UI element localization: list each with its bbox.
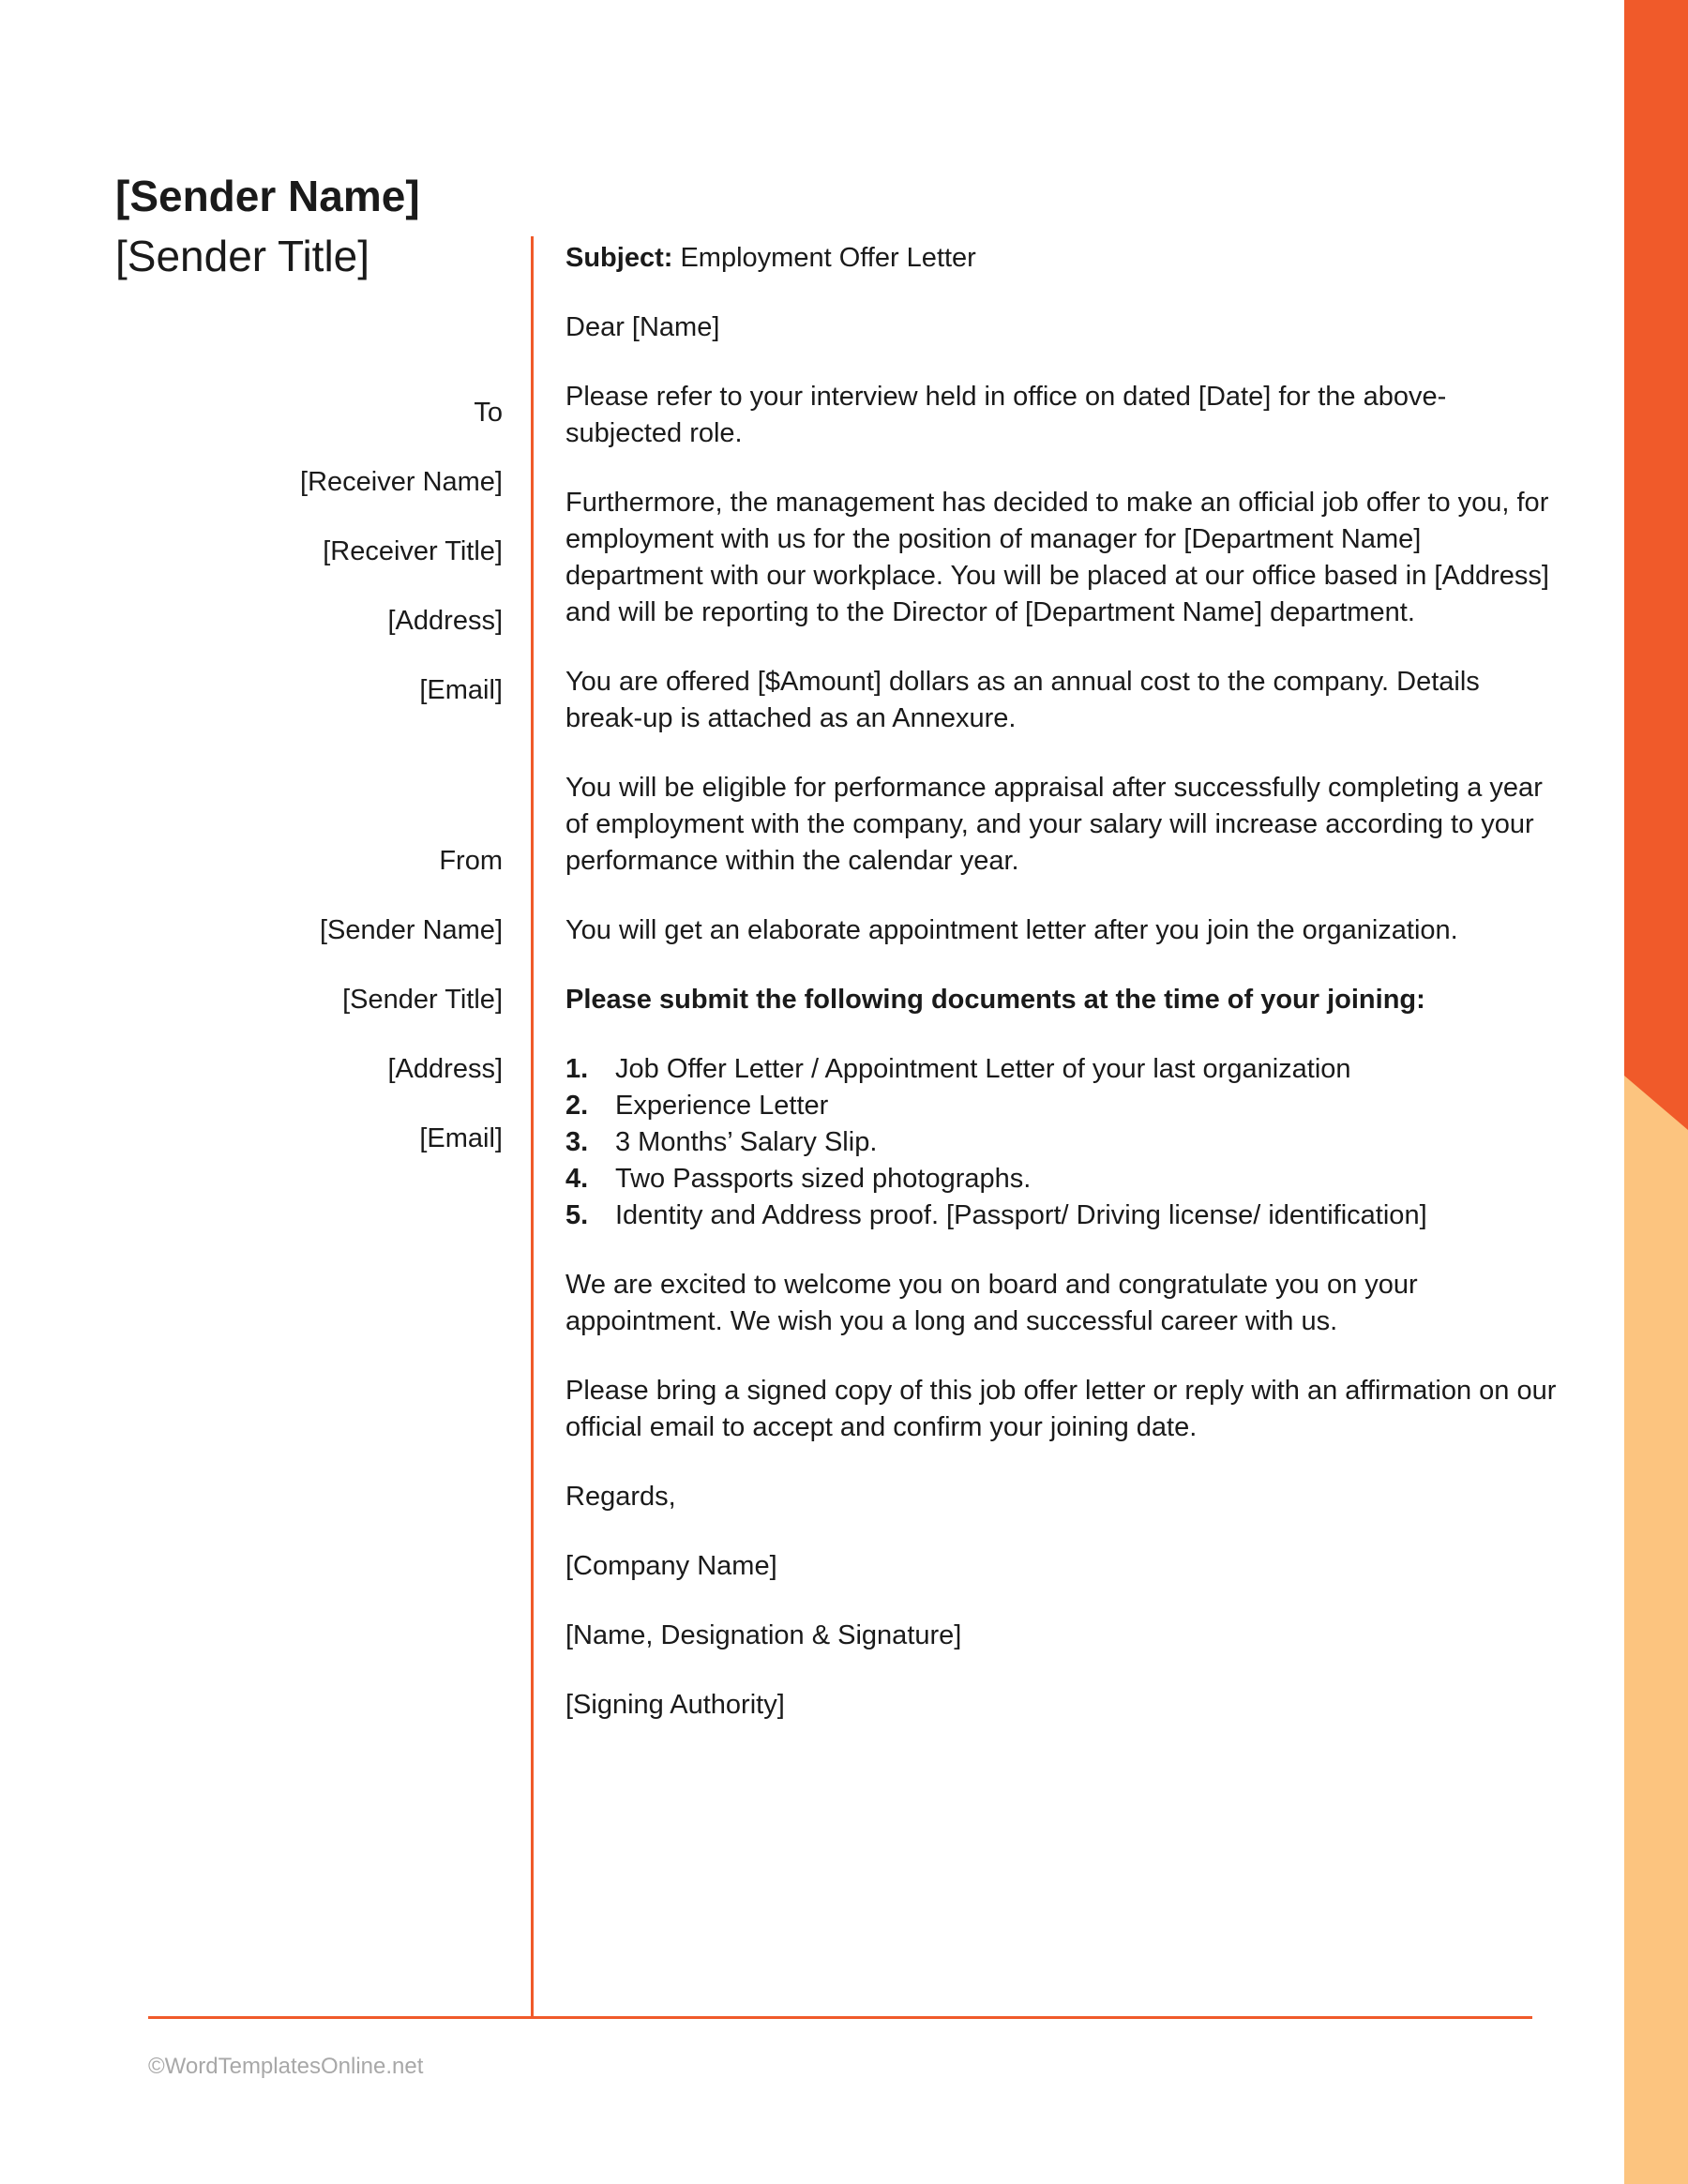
signatory: [Name, Designation & Signature] <box>565 1620 962 1650</box>
paragraph-offer: Furthermore, the management has decided to make an official job offer to you, for employment with us for the position of manager for [Department Name] department with our workplace. You will be placed at our office based in [Address] and will be reporting to the Director of [Department Name] department. <box>565 488 1549 627</box>
list-item-number: 3. <box>565 1127 589 1157</box>
list-item-number: 2. <box>565 1091 589 1121</box>
receiver-name: [Receiver Name] <box>300 467 503 497</box>
letter-body <box>565 240 1560 1756</box>
from-label: From <box>439 846 503 876</box>
documents-heading <box>565 982 1560 1018</box>
closing: Regards, <box>565 1482 676 1512</box>
from-sender-title: [Sender Title] <box>342 985 503 1015</box>
list-item <box>565 1088 1560 1124</box>
list-item-number: 5. <box>565 1200 589 1230</box>
paragraph-interview: Please refer to your interview held in office on dated [Date] for the above-subjected role. <box>565 382 1447 448</box>
paragraph-welcome: We are excited to welcome you on board and congratulate you on your appointment. We wish you a long and successful career with us. <box>565 1270 1418 1336</box>
footer-copyright: ©WordTemplatesOnline.net <box>148 2054 424 2079</box>
list-item-number: 4. <box>565 1164 589 1194</box>
horizontal-divider <box>148 2016 1532 2019</box>
list-item <box>565 1197 1560 1234</box>
side-band-dark <box>1624 0 1688 1130</box>
salutation: Dear [Name] <box>565 312 720 342</box>
sender-name-heading: [Sender Name] <box>115 172 420 220</box>
from-email: [Email] <box>419 1123 503 1153</box>
paragraph-appointment: You will get an elaborate appointment letter after you join the organization. <box>565 915 1458 945</box>
receiver-email: [Email] <box>419 675 503 705</box>
list-item <box>565 1124 1560 1161</box>
decorative-side-band <box>1624 0 1688 2184</box>
subject-line <box>565 240 1560 277</box>
list-item <box>565 1051 1560 1088</box>
paragraph-confirm: Please bring a signed copy of this job offer letter or reply with an affirmation on our official email to accept and confirm your joining date. <box>565 1376 1557 1442</box>
list-item-number: 1. <box>565 1054 589 1084</box>
documents-list <box>565 1051 1560 1234</box>
from-address: [Address] <box>387 1054 503 1084</box>
receiver-title: [Receiver Title] <box>323 536 503 566</box>
list-item-text: Job Offer Letter / Appointment Letter of your last organization <box>615 1054 1351 1084</box>
to-label: To <box>474 398 503 428</box>
vertical-divider <box>531 236 534 2018</box>
signing-authority: [Signing Authority] <box>565 1690 785 1720</box>
company-name: [Company Name] <box>565 1551 777 1581</box>
list-item-text: Two Passports sized photographs. <box>615 1164 1032 1194</box>
list-item <box>565 1161 1560 1197</box>
paragraph-appraisal: You will be eligible for performance appraisal after successfully completing a year of employment with the company, and your salary will increase according to your performance within the calendar year. <box>565 773 1543 876</box>
sender-title-heading: [Sender Title] <box>115 232 370 280</box>
list-item-text: 3 Months’ Salary Slip. <box>615 1127 878 1157</box>
subject-label: Subject: <box>565 243 673 273</box>
list-item-text: Experience Letter <box>615 1091 829 1121</box>
receiver-address: [Address] <box>387 606 503 636</box>
list-item-text: Identity and Address proof. [Passport/ Driving license/ identification] <box>615 1200 1427 1230</box>
from-sender-name: [Sender Name] <box>319 915 503 945</box>
documents-heading-text: Please submit the following documents at the time of your joining: <box>565 985 1425 1015</box>
paragraph-salary: You are offered [$Amount] dollars as an annual cost to the company. Details break-up is attached as an Annexure. <box>565 667 1480 733</box>
subject-text: Employment Offer Letter <box>672 243 976 273</box>
